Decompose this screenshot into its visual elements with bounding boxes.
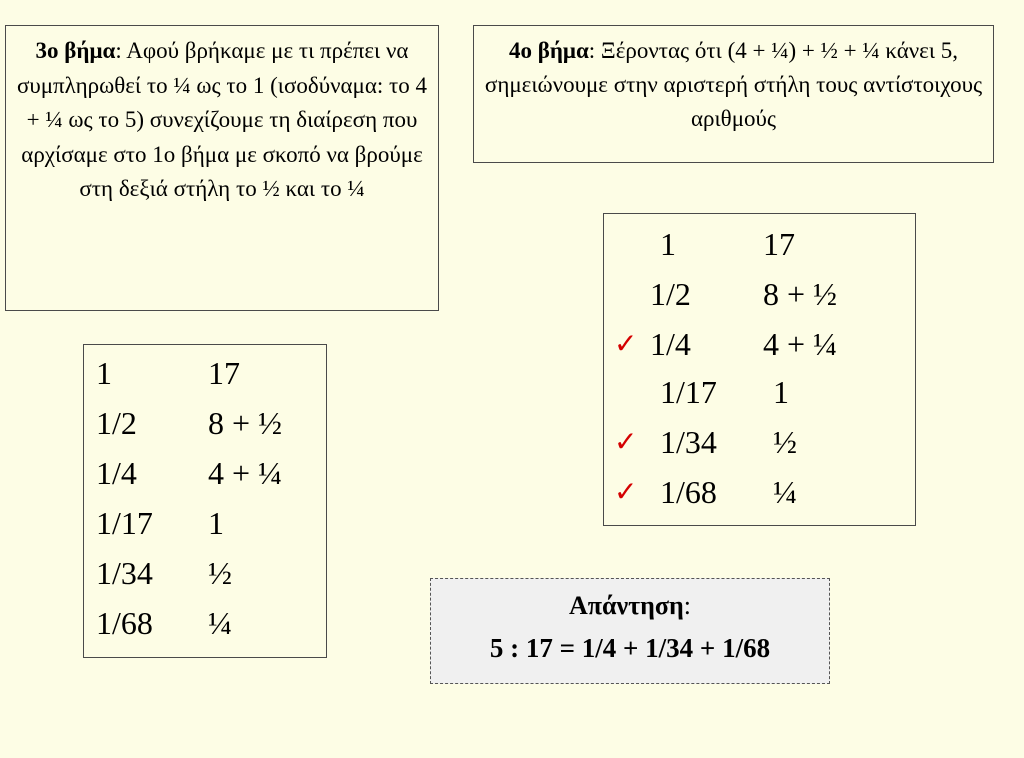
right-table-cell-right: 1 [773,374,789,410]
left-table-cell-right: 17 [208,355,240,391]
left-table-cell-right: ¼ [208,605,232,641]
right-table-cell-left: 1 [660,226,676,262]
left-table-cell-right: 4 + ¼ [208,455,283,491]
step3-box [5,25,439,311]
step4-label: 4ο βήμα [508,38,589,63]
answer-equation: 5 : 17 = 1/4 + 1/34 + 1/68 [489,633,771,663]
right-table-cell-right: ½ [773,424,797,460]
right-table-cell-left: 1/34 [660,424,717,460]
left-table-cell-right: 8 + ½ [208,405,283,441]
left-table-cell-right: 1 [208,505,224,541]
left-table-cell-left: 1/68 [96,605,153,641]
right-table-cell-right: ¼ [773,474,797,510]
step3-label: 3ο βήμα [35,38,116,63]
right-table-cell-left: 1/4 [650,326,691,362]
right-division-table [603,213,916,526]
step3-text: : Αφού βρήκαμε με τι πρέπει να συμπληρωθεί το ¼ ως το 1 (ισοδύναμα: το 4 + ¼ ως το 5) συνεχίζουμε τη διαίρεση που αρχίσαμε στο 1ο βήμα με σκοπό να βρούμε στη δεξιά στήλη το ½ και το ¼ [16,38,428,201]
check-mark-icon: ✓ [614,475,638,508]
left-division-table [83,344,327,658]
left-table-cell-left: 1/2 [96,405,137,441]
right-table-cell-left: 1/68 [660,474,717,510]
left-table-cell-left: 1 [96,355,112,391]
right-table-cell-right: 4 + ¼ [763,326,838,362]
answer-box [430,578,830,684]
left-table-cell-left: 1/17 [96,505,153,541]
answer-title-line [431,591,829,621]
check-mark-icon: ✓ [614,327,638,360]
right-table-cell-right: 17 [763,226,795,262]
step4-text: : Ξέροντας ότι (4 + ¼) + ½ + ¼ κάνει 5, σημειώνουμε στην αριστερή στήλη τους αντίστοιχους αριθμούς [484,38,983,131]
step4-box [473,25,994,163]
answer-title-colon: : [683,591,692,620]
right-table-cell-right: 8 + ½ [763,276,838,312]
left-table-cell-right: ½ [208,555,232,591]
answer-title: Απάντηση [568,591,684,620]
right-table-cell-left: 1/17 [660,374,717,410]
right-table-cell-left: 1/2 [650,276,691,312]
check-mark-icon: ✓ [614,425,638,458]
left-table-cell-left: 1/4 [96,455,137,491]
left-table-cell-left: 1/34 [96,555,153,591]
